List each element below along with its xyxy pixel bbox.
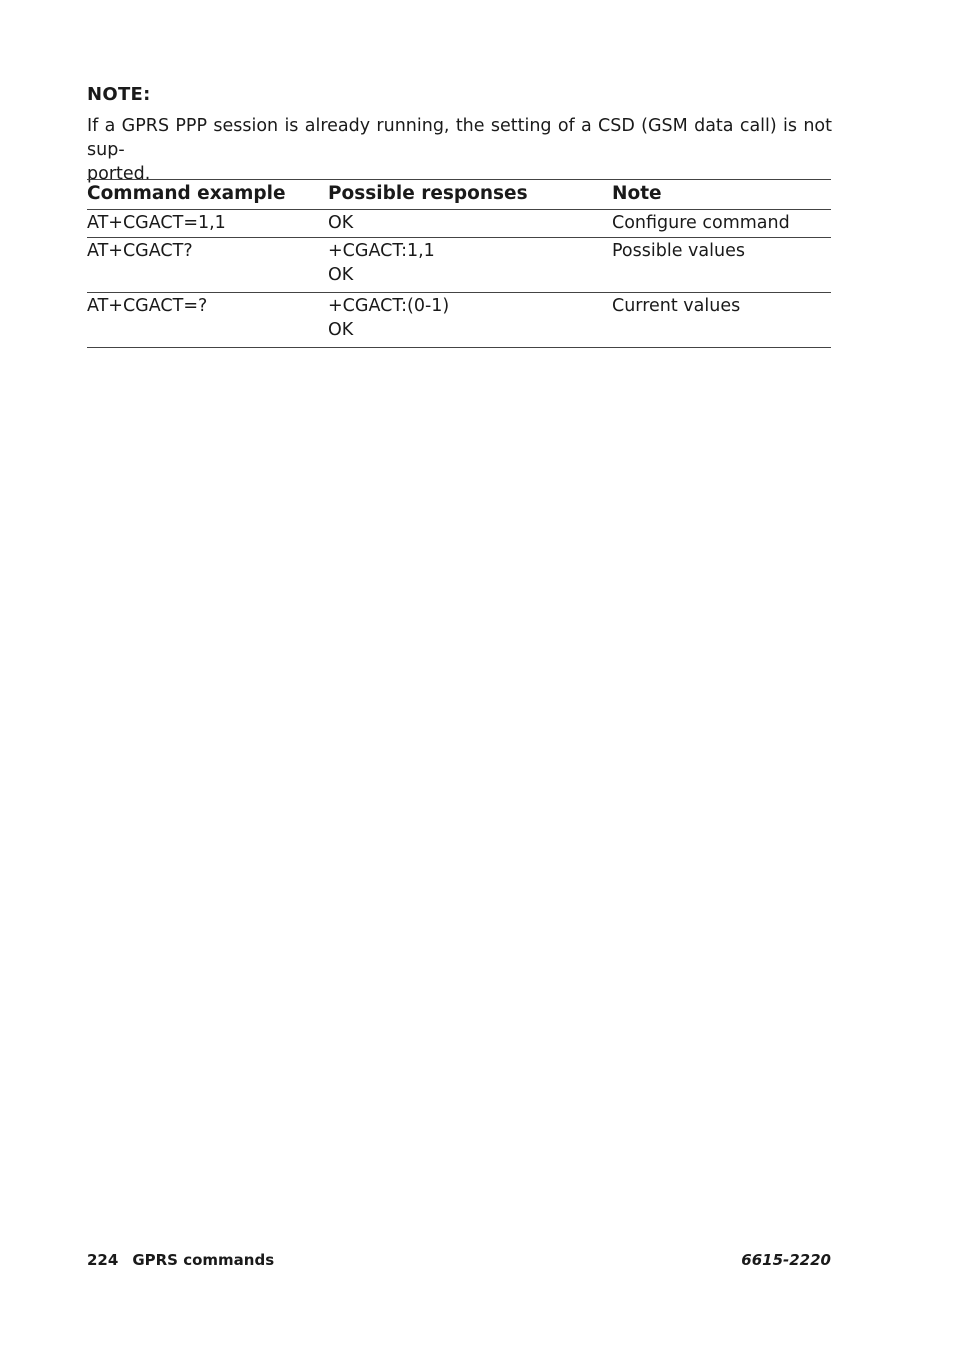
command-cell: AT+CGACT? [87, 238, 328, 293]
table-row [87, 210, 831, 238]
response-cell [328, 210, 612, 238]
response-line: OK [328, 320, 354, 340]
header-note: Note [612, 180, 831, 210]
note-text [87, 114, 832, 186]
table-header-row [87, 180, 831, 210]
note-line-2: ported. [87, 164, 151, 184]
command-cell: AT+CGACT=1,1 [87, 210, 328, 238]
response-cell [328, 238, 612, 293]
table-row [87, 293, 831, 348]
header-command-example: Command example [87, 180, 328, 210]
response-line: +CGACT:(0-1) [328, 296, 450, 316]
page-number: 224 [87, 1251, 119, 1269]
note-cell: Possible values [612, 238, 831, 293]
command-table [87, 179, 831, 348]
response-line: OK [328, 265, 354, 285]
document-number: 6615-2220 [741, 1251, 831, 1269]
command-cell: AT+CGACT=? [87, 293, 328, 348]
response-cell [328, 293, 612, 348]
header-possible-responses: Possible responses [328, 180, 612, 210]
response-line: OK [328, 213, 354, 233]
note-heading: NOTE: [87, 84, 151, 105]
note-cell: Configure command [612, 210, 831, 238]
note-cell: Current values [612, 293, 831, 348]
response-line: +CGACT:1,1 [328, 241, 435, 261]
footer-left [87, 1251, 274, 1269]
note-line-1: If a GPRS PPP session is already running, the setting of a CSD (GSM data call) is not sup- [87, 116, 832, 160]
section-title: GPRS commands [132, 1251, 275, 1269]
table-row [87, 238, 831, 293]
